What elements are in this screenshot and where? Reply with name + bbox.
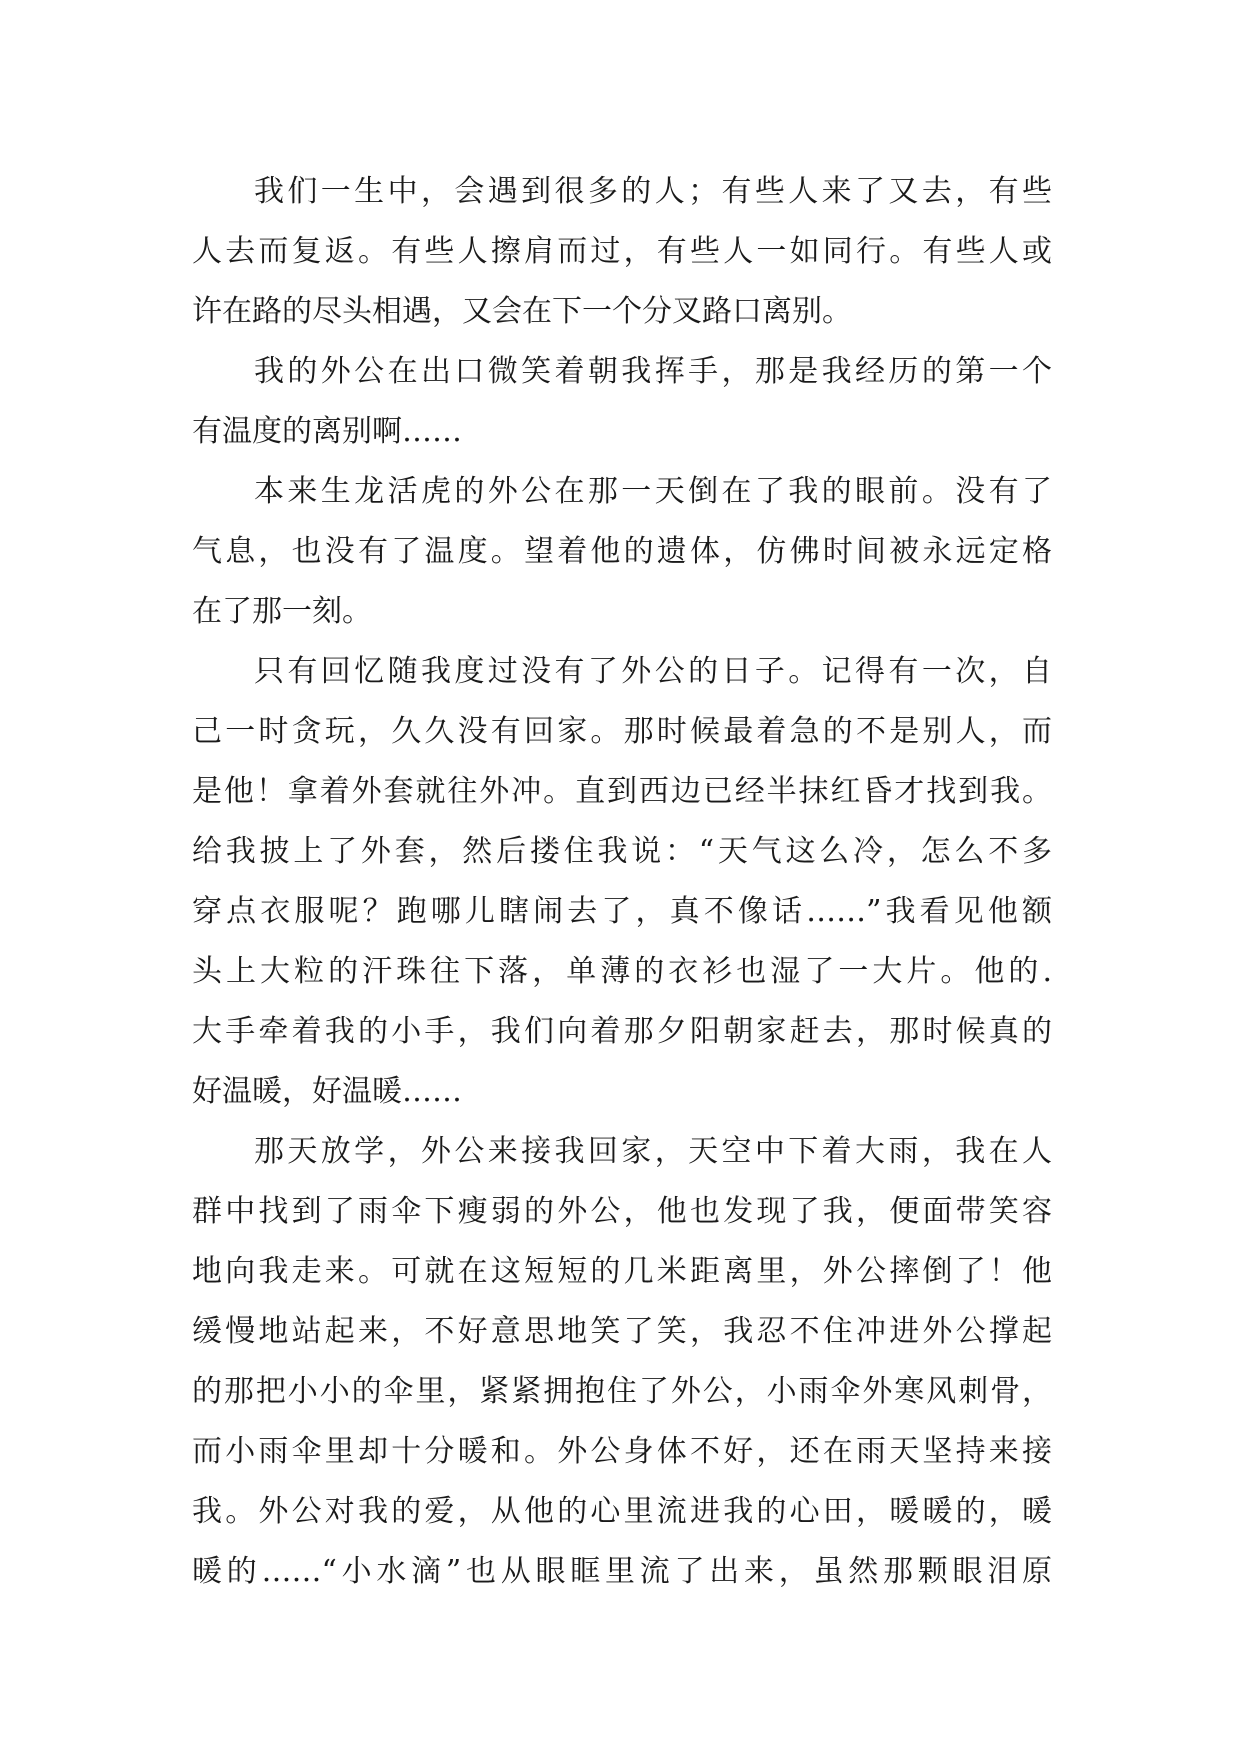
text-line: 给我披上了外套，然后搂住我说：“天气这么冷，怎么不多	[192, 834, 1052, 869]
text-line: 好温暖，好温暖……	[192, 1074, 462, 1109]
text-line: 我。外公对我的爱，从他的心里流进我的心田，暖暖的，暖	[192, 1494, 1052, 1529]
body-text	[192, 162, 1052, 1602]
text-line: 有温度的离别啊……	[192, 414, 462, 449]
text-line: 许在路的尽头相遇，又会在下一个分叉路口离别。	[192, 294, 852, 329]
text-line: 人去而复返。有些人擦肩而过，有些人一如同行。有些人或	[192, 234, 1052, 269]
text-line: 缓慢地站起来，不好意思地笑了笑，我忍不住冲进外公撑起	[192, 1314, 1052, 1349]
text-line: 我的外公在出口微笑着朝我挥手，那是我经历的第一个	[254, 354, 1052, 389]
text-line: 只有回忆随我度过没有了外公的日子。记得有一次，自	[254, 654, 1052, 689]
text-line: 群中找到了雨伞下瘦弱的外公，他也发现了我，便面带笑容	[192, 1194, 1052, 1229]
text-line: 大手牵着我的小手，我们向着那夕阳朝家赶去，那时候真的	[192, 1014, 1052, 1049]
text-line: 的那把小小的伞里，紧紧拥抱住了外公，小雨伞外寒风刺骨，	[192, 1374, 1052, 1409]
text-line: 那天放学，外公来接我回家，天空中下着大雨，我在人	[254, 1134, 1052, 1169]
text-line: 地向我走来。可就在这短短的几米距离里，外公摔倒了！他	[192, 1254, 1052, 1289]
text-line: 气息，也没有了温度。望着他的遗体，仿佛时间被永远定格	[192, 534, 1052, 569]
text-line: 己一时贪玩，久久没有回家。那时候最着急的不是别人，而	[192, 714, 1052, 749]
text-line: 而小雨伞里却十分暖和。外公身体不好，还在雨天坚持来接	[192, 1434, 1052, 1469]
text-line: 穿点衣服呢？跑哪儿瞎闹去了，真不像话……”我看见他额	[192, 894, 1052, 929]
text-line: 头上大粒的汗珠往下落，单薄的衣衫也湿了一大片。他的.	[192, 954, 1052, 989]
text-line: 在了那一刻。	[192, 594, 372, 629]
text-line: 暖的……“小水滴”也从眼眶里流了出来，虽然那颗眼泪原	[192, 1554, 1052, 1589]
text-line: 我们一生中，会遇到很多的人；有些人来了又去，有些	[254, 174, 1052, 209]
text-line: 是他！拿着外套就往外冲。直到西边已经半抹红昏才找到我。	[192, 774, 1052, 809]
text-line: 本来生龙活虎的外公在那一天倒在了我的眼前。没有了	[254, 474, 1052, 509]
